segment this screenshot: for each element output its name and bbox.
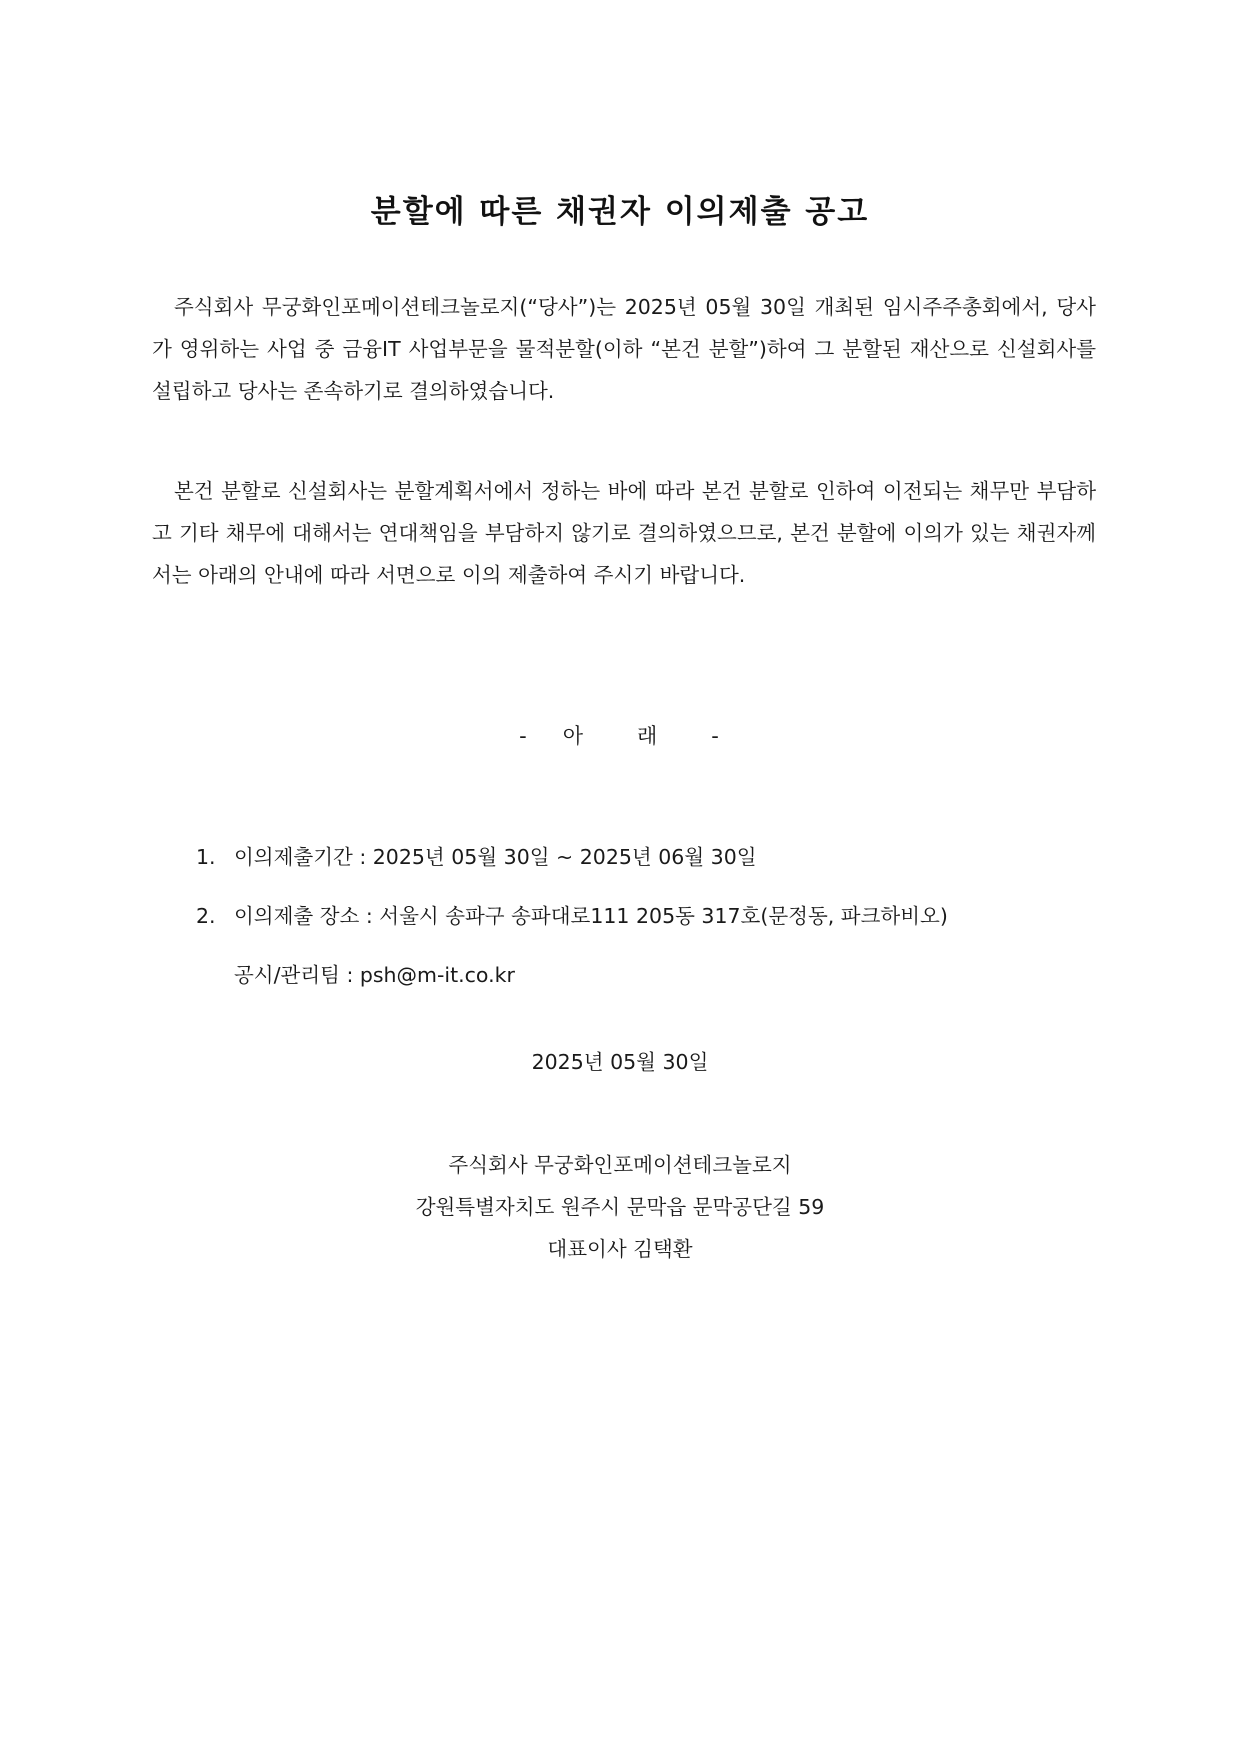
below-char-1: 아 [562,724,585,748]
notice-date: 2025년 05월 30일 [531,1050,709,1074]
paragraph-intro: 주식회사 무궁화인포메이션테크놀로지(“당사”)는 2025년 05월 30일 개최된 임시주주총회에서, 당사가 영위하는 사업 중 금융IT 사업부문을 물적분할(이하 “본건 분할”)하여 그 분할된 재산으로 신설회사를 설립하고 당사는 존속하기로 결의하였습니다. [152,295,1096,403]
list-number: 2. [196,904,216,928]
list-text: 이의제출 장소 : 서울시 송파구 송파대로111 205동 317호(문정동, 파크하비오) [234,904,948,928]
signature-company: 주식회사 무궁화인포메이션테크놀로지 [448,1153,792,1177]
contact-line: 공시/관리팀 : psh@m-it.co.kr [234,963,515,987]
page-title: 분할에 따른 채권자 이의제출 공고 [370,194,870,230]
paragraph-notice: 본건 분할로 신설회사는 분할계획서에서 정하는 바에 따라 본건 분할로 인하여 이전되는 채무만 부담하고 기타 채무에 대해서는 연대책임을 부담하지 않기로 결의하였으므로, 본건 분할에 이의가 있는 채권자께서는 아래의 안내에 따라 서면으로 이의 제출하여 주시기 바랍니다. [152,479,1096,587]
below-dash-right: - [711,724,721,748]
signature-address: 강원특별자치도 원주시 문막읍 문막공단길 59 [415,1195,825,1219]
below-char-2: 래 [637,724,660,748]
below-heading [0,720,1240,750]
list-number: 1. [196,845,216,869]
below-dash-left: - [519,724,529,748]
signature-ceo: 대표이사 김택환 [547,1237,693,1261]
list-item-place [196,899,948,929]
list-text: 이의제출기간 : 2025년 05월 30일 ~ 2025년 06월 30일 [234,845,757,869]
list-item-period [196,840,757,870]
